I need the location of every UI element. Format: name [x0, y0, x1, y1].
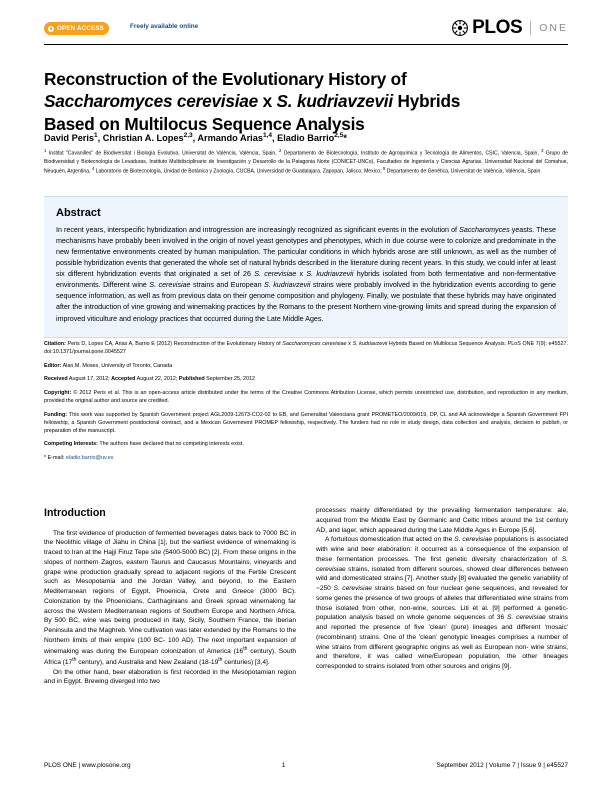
plos-logo — [452, 18, 568, 37]
paragraph: A fortuitous domestication that acted on the S. cerevisiae populations is associated with wine and beer elaboration: it occurred as a consequence of the expansion of these fermentation processes. The first genetic diversity characterization of S. cerevisiae strains, isolated from different sources, showed clear differences between wild and domesticated strains [7]. Another study [8] evaluated the genetic variability of ~250 S. cerevisiae strains based on four nuclear gene sequences, and revealed for some genes the presence of two groups of alleles that differentiated wine strains from those isolated from other, non-wine, sources. Liti et al. [9] performed a genetic-population analysis based on whole genome sequences of 36 S. cerevisiae strains and reported the presence of five 'clean' (pure) lineages and different 'mosaic' (recombinant) strains. One of the 'clean' genotypic lineages comprises a number of wine strains from different geographic origins as well as European non- wine strains, and therefore, it was called wine/European population, the other lineages corresponded to strains isolated from other sources and origins [9]. — [316, 536, 569, 670]
column-left — [44, 506, 296, 738]
body-columns — [44, 506, 568, 738]
email-link[interactable]: eladio.barrio@uv.es — [65, 455, 114, 462]
citation-line: Citation: Peris D, Lopes CA, Arias A, Barrio E (2012) Reconstruction of the Evolutionary History of Saccharomyces cerevisiae x S. kudriavzevii Hybrids Based on Multilocus Sequence Analysis. PLoS ONE 7(9): e45527. doi:10.1371/journal.pone.0045527 — [44, 341, 568, 356]
abstract-text: In recent years, interspecific hybridization and introgression are increasingly recognized as significant events in the evolution of Saccharomyces yeasts. These mechanisms have probably been involved in the origin of novel yeast genotypes and phenotypes, which in due course were to colonize and predominate in the new fermentative environments created by human manipulation. The particular conditions in which hybrids arose are still unknown, as well as the number of possible hybridization events that generated the whole set of natural hybrids described in the literature during recent years. In this study, we could infer at least six different hybridization events that originated a set of 26 S. cerevisiae x S. kudriavzevii hybrids isolated from both fermentative and non-fermentative environments. Different wine S. cerevisiae strains and European S. kudriavzevii strains were probably involved in the hybridization events according to gene sequence information, as well as from previous data on their genome composition and phylogeny. Finally, we postulate that these hybrids may have originated after the introduction of vine growing and winemaking practices by the Romans to the present Northern vine-growing limits and spread during the expansion of improved viticulture and enology practices that occurred during the Late Middle Ages. — [56, 226, 557, 323]
abstract-section — [44, 196, 568, 338]
funding-line: Funding: This work was supported by Spanish Government project AGL2009-12673-CO2-02 to EB, and Generalitat Valenciana grant PROMETEO/2009/019, DP, CL and AA acknowledge a Spanish Government FPI fellowship, a Spanish Government postdoctoral contract, and a Mexican Government PROMEP fellowship, respectively. The funders had no role in study design, data collection and analysis, decision to publish, or preparation of the manuscript. — [44, 411, 568, 434]
copyright-line: Copyright: © 2012 Peris et al. This is an open-access article distributed under the terms of the Creative Commons Attribution License, which permits unrestricted use, distribution, and reproduction in any medium, provided the original author and source are credited. — [44, 389, 568, 405]
plos-mark-icon — [452, 20, 468, 36]
article-metadata — [44, 340, 568, 468]
title-line-3: Based on Multilocus Sequence Analysis — [44, 113, 365, 134]
paragraph: The first evidence of production of fermented beverages dates back to 7000 BC in the Neolithic village of Jiahu in China [1], but the earliest evidence of winemaking is traced to Iran at the Hajji Firuz Tepe site (5400-5000 BC) [2]. From these origins in the slopes of northern Zagros, eastern Taurus and Caucasus Mountains, vineyards and grape wine production gradually spread to adjacent regions of the Fertile Crescent such as Mesopotamia and the Jordan Valley, and beyond, to the Eastern Mediterranean regions of Egypt, Phoenicia, Crete and Greece (3000 BC). Colonization by the Phoenicians, Carthaginians and Greek spread winemaking far across the Western Mediterranean regions of Southern Europe and Northern Africa. By 500 BC, wine was being produced in Italy, Sicily, Southern France, the Iberian Peninsula and the Maghreb. Vine cultivation was later extended by the Romans to the Northern limits of their empire (100 BC- 100 AD). The next important expansion of winemaking was during the European colonization of America (16th century), South Africa (17th century), and Australia and New Zealand (18-19th centuries) [3,4]. — [44, 529, 296, 666]
column-right — [316, 506, 568, 738]
editor-line: Editor: Alan M. Moses, University of Toronto, Canada — [44, 362, 173, 369]
title-line-2-tail: Hybrids — [392, 91, 461, 112]
page-footer — [44, 762, 568, 769]
footer-journal-url: PLOS ONE | www.plosone.org — [44, 762, 131, 769]
corresponding-email-line — [44, 454, 568, 462]
competing-interests-line: Competing Interests: The authors have declared that no competing interests exist. — [44, 441, 244, 448]
dates-line: Received August 17, 2012; Accepted August 22, 2012; Published September 25, 2012 — [44, 376, 256, 383]
paragraph: On the other hand, beer elaboration is first recorded in the Mesopotamian region and in Egypt. Brewing diverged into two — [44, 668, 296, 686]
header-rule — [44, 44, 568, 45]
footer-page-number: 1 — [281, 762, 286, 769]
lock-icon — [48, 26, 54, 32]
title-species-a: Saccharomyces cerevisiae — [44, 91, 259, 112]
paragraph: processes mainly differentiated by the prevailing fermentation temperature: ale, acquired from the Middle East by Germanic and Celtic tribes around the 1st century AD, and lager, which appeared during the Late Middle Ages in Europe [5,6]. — [316, 507, 568, 534]
title-cross: x — [258, 91, 277, 112]
title-line-1: Reconstruction of the Evolutionary History of — [44, 68, 407, 89]
section-heading-introduction: Introduction — [44, 507, 106, 519]
title-species-b: S. kudriavzevii — [276, 91, 393, 112]
footer-issue-info: September 2012 | Volume 7 | Issue 9 | e45527 — [436, 762, 568, 769]
open-access-label: OPEN ACCESS — [57, 25, 105, 32]
plos-one-label: ONE — [539, 21, 568, 34]
email-label: * E-mail: — [44, 455, 65, 462]
logo-divider — [530, 21, 531, 35]
affiliations: $^1$ Institut "Cavanilles" de Biodiversitat i Biologia Evolutiva, Universitat de València, València, Spain, $^2$ Departamento de Biotecnología, Instituto de Agroquímica y Tecnología de Alimentos, CSIC, Valencia, Spain, $^3$ Grupo de Biodiversidad y Biotecnología de Levaduras, Instituto Multidisciplinario de Investigación y Desarrollo de la Patagonia Norte (CONICET-UNCo), Facultades de Ingeniería y Ciencias Agrarias, Universidad Nacional del Comahue, Neuquén, Argentina, $^4$ Laboratorio de Biotecnología, Unidad de Botánica y Zoología, CUCBA, Universidad de Guadalajara, Zapopan, Jalisco, Mexico, $^5$ Departamento de Genética, Universitat de València, València, Spain — [44, 148, 568, 176]
top-banner — [44, 18, 568, 44]
plos-wordmark: PLOS — [472, 17, 523, 38]
abstract-heading: Abstract — [56, 207, 101, 219]
open-access-badge — [44, 22, 109, 35]
page-title — [44, 68, 562, 136]
freely-available-label: Freely available online — [130, 22, 199, 30]
author-list: David Peris$^1$, Christian A. Lopes$^{2,3}$, Armando Arias$^{1,4}$, Eladio Barrio$^{2,5}$* — [44, 132, 347, 144]
